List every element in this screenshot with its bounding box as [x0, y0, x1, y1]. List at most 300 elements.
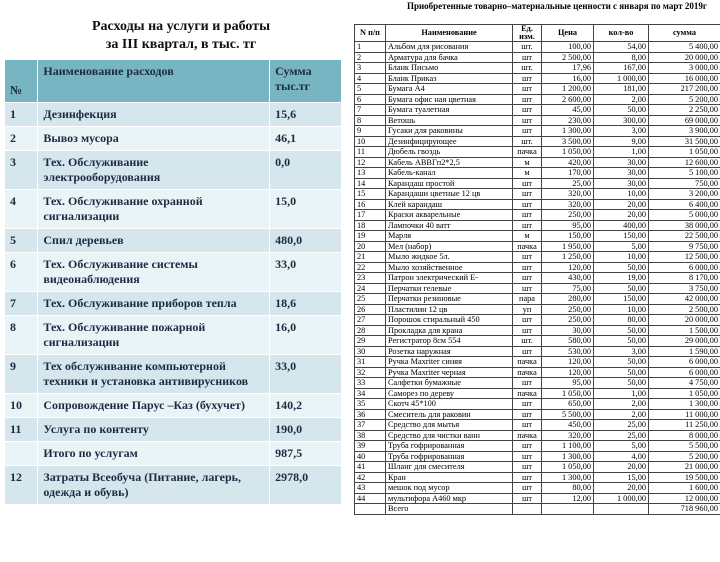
- services-row: [5, 394, 342, 418]
- goods-row-sum: 1 500,00: [649, 325, 720, 336]
- goods-row-name: Бумага А4: [386, 84, 513, 95]
- goods-row: [355, 367, 720, 378]
- goods-row: [355, 441, 720, 452]
- goods-row-unit: шт: [513, 346, 542, 357]
- goods-row-price: 230,00: [542, 115, 594, 126]
- goods-row-name: Шланг для смесителя: [386, 462, 513, 473]
- services-row: [5, 127, 342, 151]
- goods-row-name: Кран: [386, 472, 513, 483]
- goods-row-sum: 5 100,00: [649, 168, 720, 179]
- goods-row-price: 1 100,00: [542, 441, 594, 452]
- goods-row-sum: 12 500,00: [649, 252, 720, 263]
- goods-row: [355, 241, 720, 252]
- goods-row-unit: шт.: [513, 336, 542, 347]
- goods-row-name: Ручка Maxriter черная: [386, 367, 513, 378]
- goods-row-num: 32: [355, 367, 386, 378]
- goods-row-name: Дезинфицирующее: [386, 136, 513, 147]
- goods-row-num: 7: [355, 105, 386, 116]
- goods-row-price: 120,00: [542, 262, 594, 273]
- goods-row-price: 250,00: [542, 210, 594, 221]
- goods-row-name: Мел (набор): [386, 241, 513, 252]
- goods-row-qty: 20,00: [594, 199, 649, 210]
- services-row-sum: 33,0: [270, 253, 342, 292]
- goods-row-unit: шт: [513, 420, 542, 431]
- services-row-num: 10: [5, 394, 38, 418]
- goods-row-num: 2: [355, 52, 386, 63]
- goods-row: [355, 315, 720, 326]
- goods-row: [355, 73, 720, 84]
- goods-row: [355, 94, 720, 105]
- services-title-line2: за III квартал, в тыс. тг: [105, 37, 257, 52]
- goods-row: [355, 178, 720, 189]
- goods-row-sum: 9 750,00: [649, 241, 720, 252]
- goods-row-price: 320,00: [542, 199, 594, 210]
- services-row-sum: 190,0: [270, 418, 342, 442]
- goods-row-qty: 5,00: [594, 241, 649, 252]
- services-header-row: [5, 60, 342, 103]
- goods-row-sum: 20 000,00: [649, 52, 720, 63]
- services-title: [30, 18, 332, 54]
- goods-row-name: Карандаш простой: [386, 178, 513, 189]
- goods-row-qty: 167,00: [594, 63, 649, 74]
- services-row-name: Тех. Обслуживание приборов тепла: [38, 292, 270, 316]
- goods-row-unit: шт: [513, 378, 542, 389]
- goods-row-price: 280,00: [542, 294, 594, 305]
- goods-row-price: 12,00: [542, 493, 594, 504]
- goods-row-num: 22: [355, 262, 386, 273]
- goods-row-unit: шт: [513, 472, 542, 483]
- goods-row-sum: 19 500,00: [649, 472, 720, 483]
- goods-row-qty: 1,00: [594, 388, 649, 399]
- goods-row-unit: пачка: [513, 147, 542, 158]
- goods-row: [355, 199, 720, 210]
- goods-row-sum: 38 000,00: [649, 220, 720, 231]
- goods-row-sum: 11 000,00: [649, 409, 720, 420]
- goods-row-unit: шт: [513, 94, 542, 105]
- goods-row: [355, 147, 720, 158]
- goods-row-unit: шт.: [513, 42, 542, 53]
- services-row-sum: 480,0: [270, 229, 342, 253]
- goods-row-price: 530,00: [542, 346, 594, 357]
- goods-row-price: 1 300,00: [542, 472, 594, 483]
- goods-row: [355, 84, 720, 95]
- goods-row: [355, 115, 720, 126]
- goods-row-sum: 42 000,00: [649, 294, 720, 305]
- goods-row-name: Бланк Приказ: [386, 73, 513, 84]
- services-row-num: 9: [5, 355, 38, 394]
- services-row-sum: 0,0: [270, 151, 342, 190]
- goods-row-unit: шт: [513, 105, 542, 116]
- goods-row-sum: 16 000,00: [649, 73, 720, 84]
- goods-row-name: Гусаки для раковины: [386, 126, 513, 137]
- goods-row-num: 14: [355, 178, 386, 189]
- goods-row-name: Труба гофрированная: [386, 441, 513, 452]
- services-row-sum: 46,1: [270, 127, 342, 151]
- goods-row-num: 9: [355, 126, 386, 137]
- goods-row-qty: 50,00: [594, 357, 649, 368]
- goods-row-name: Порошок стиральный 450: [386, 315, 513, 326]
- goods-row-sum: 1 050,00: [649, 388, 720, 399]
- goods-row-unit: шт: [513, 84, 542, 95]
- goods-row-unit: пара: [513, 294, 542, 305]
- goods-row-unit: шт: [513, 220, 542, 231]
- goods-row-price: 1 050,00: [542, 388, 594, 399]
- goods-row-price: 320,00: [542, 430, 594, 441]
- goods-row-name: Краски акварельные: [386, 210, 513, 221]
- goods-header-unit: Ед. изм.: [513, 25, 542, 42]
- goods-row-name: Розетка наружная: [386, 346, 513, 357]
- goods-row-sum: 1 300,00: [649, 399, 720, 410]
- goods-row-name: Ветошь: [386, 115, 513, 126]
- goods-row-name: Арматура для бачка: [386, 52, 513, 63]
- goods-row-unit: м: [513, 168, 542, 179]
- goods-row-name: Перчатки гелевые: [386, 283, 513, 294]
- goods-row-sum: 12 000,00: [649, 493, 720, 504]
- goods-row-name: Альбом для рисования: [386, 42, 513, 53]
- goods-row: [355, 105, 720, 116]
- goods-row-num: 37: [355, 420, 386, 431]
- goods-row-qty: 25,00: [594, 420, 649, 431]
- goods-row-price: 75,00: [542, 283, 594, 294]
- goods-row-name: Патрон электрический Е-: [386, 273, 513, 284]
- goods-row-qty: 1 000,00: [594, 73, 649, 84]
- goods-row: [355, 430, 720, 441]
- goods-row-price: 420,00: [542, 157, 594, 168]
- goods-row-unit: шт: [513, 315, 542, 326]
- goods-table: [354, 24, 720, 515]
- goods-row-name: Бумага туалетная: [386, 105, 513, 116]
- goods-row-num: 25: [355, 294, 386, 305]
- goods-row-unit: уп: [513, 304, 542, 315]
- goods-row-unit: шт: [513, 210, 542, 221]
- goods-row: [355, 189, 720, 200]
- goods-row-num: 41: [355, 462, 386, 473]
- goods-row-unit: шт: [513, 52, 542, 63]
- goods-row-qty: 50,00: [594, 283, 649, 294]
- goods-row: [355, 283, 720, 294]
- services-row-num: 3: [5, 151, 38, 190]
- goods-row-name: Кабель АВВГп2*2,5: [386, 157, 513, 168]
- goods-row-num: 35: [355, 399, 386, 410]
- goods-row-num: 36: [355, 409, 386, 420]
- goods-row-qty: 20,00: [594, 483, 649, 494]
- services-title-line1: Расходы на услуги и работы: [91, 19, 271, 34]
- services-row-sum: 15,0: [270, 190, 342, 229]
- goods-row-name: Клей карандаш: [386, 199, 513, 210]
- goods-row-num: 13: [355, 168, 386, 179]
- goods-row-num: 38: [355, 430, 386, 441]
- goods-row-unit: шт: [513, 273, 542, 284]
- goods-row-sum: 5 400,00: [649, 42, 720, 53]
- services-row-name: Тех обслуживание компьютерной техники и установка антивирусников: [38, 355, 270, 394]
- goods-row-price: 150,00: [542, 231, 594, 242]
- goods-header-num: N п/п: [355, 25, 386, 42]
- goods-row-unit: шт: [513, 441, 542, 452]
- goods-row-price: 650,00: [542, 399, 594, 410]
- goods-row-qty: 1,00: [594, 147, 649, 158]
- goods-row: [355, 294, 720, 305]
- goods-row-name: Бумага офис ная цветная: [386, 94, 513, 105]
- goods-row: [355, 231, 720, 242]
- goods-row-name: Труба гофрированная: [386, 451, 513, 462]
- goods-header-name: Наименование: [386, 25, 513, 42]
- services-row-num: [5, 442, 38, 466]
- services-row-name: Тех. Обслуживание системы видеонаблюдения: [38, 253, 270, 292]
- goods-row-name: Средство для мытья: [386, 420, 513, 431]
- services-row-name: Сопровождение Парус –Каз (бухучет): [38, 394, 270, 418]
- goods-row-name: Прокладка для крана: [386, 325, 513, 336]
- goods-row-num: 11: [355, 147, 386, 158]
- goods-row-sum: 1 600,00: [649, 483, 720, 494]
- goods-row-qty: 15,00: [594, 472, 649, 483]
- goods-row-qty: 3,00: [594, 346, 649, 357]
- goods-row-price: 25,00: [542, 178, 594, 189]
- goods-row: [355, 409, 720, 420]
- goods-row-sum: 3 200,00: [649, 189, 720, 200]
- goods-row: [355, 42, 720, 53]
- goods-row-num: 5: [355, 84, 386, 95]
- goods-row-num: 26: [355, 304, 386, 315]
- goods-row-price: 1 950,00: [542, 241, 594, 252]
- goods-row-qty: 50,00: [594, 325, 649, 336]
- services-row: [5, 103, 342, 127]
- goods-row-name: Регистратор 8см 554: [386, 336, 513, 347]
- goods-row-price: 3 500,00: [542, 136, 594, 147]
- goods-row-qty: 19,00: [594, 273, 649, 284]
- goods-row-qty: 20,00: [594, 210, 649, 221]
- goods-row-unit: шт: [513, 252, 542, 263]
- goods-row: [355, 420, 720, 431]
- goods-row-price: 120,00: [542, 367, 594, 378]
- goods-row-unit: шт.: [513, 136, 542, 147]
- services-row-num: 7: [5, 292, 38, 316]
- services-row: [5, 190, 342, 229]
- services-row-num: 1: [5, 103, 38, 127]
- goods-row-sum: 29 000,00: [649, 336, 720, 347]
- goods-row-name: Карандаши цветные 12 цв: [386, 189, 513, 200]
- goods-row-unit: шт: [513, 178, 542, 189]
- goods-total-empty-cell: [594, 504, 649, 515]
- services-row: [5, 229, 342, 253]
- services-row: [5, 316, 342, 355]
- goods-row-num: 23: [355, 273, 386, 284]
- services-row-name: Спил деревьев: [38, 229, 270, 253]
- goods-row-price: 30,00: [542, 325, 594, 336]
- goods-row-price: 2 600,00: [542, 94, 594, 105]
- goods-row-unit: шт: [513, 483, 542, 494]
- goods-row-num: 43: [355, 483, 386, 494]
- services-row-name: Затраты Всеобуча (Питание, лагерь, одежда и обувь): [38, 466, 270, 505]
- goods-row-price: 95,00: [542, 378, 594, 389]
- goods-row-sum: 11 250,00: [649, 420, 720, 431]
- goods-row-qty: 150,00: [594, 294, 649, 305]
- goods-row-sum: 5 000,00: [649, 210, 720, 221]
- goods-row: [355, 336, 720, 347]
- goods-row-price: 250,00: [542, 315, 594, 326]
- goods-row: [355, 399, 720, 410]
- goods-total-empty-cell: [513, 504, 542, 515]
- goods-row: [355, 273, 720, 284]
- goods-row-qty: 54,00: [594, 42, 649, 53]
- goods-row-num: 18: [355, 220, 386, 231]
- goods-row-qty: 2,00: [594, 94, 649, 105]
- goods-row: [355, 52, 720, 63]
- goods-row-price: 1 050,00: [542, 462, 594, 473]
- goods-row-unit: шт: [513, 126, 542, 137]
- goods-row-unit: пачка: [513, 367, 542, 378]
- goods-row-qty: 2,00: [594, 399, 649, 410]
- goods-row-sum: 21 000,00: [649, 462, 720, 473]
- goods-total-empty-cell: [355, 504, 386, 515]
- goods-row-name: Мыло жидкое 5л.: [386, 252, 513, 263]
- goods-row-sum: 22 500,00: [649, 231, 720, 242]
- services-header-name: Наименование расходов: [38, 60, 270, 103]
- goods-row-sum: 3 000,00: [649, 63, 720, 74]
- goods-row-name: Средство для чистки ванн: [386, 430, 513, 441]
- services-row: [5, 418, 342, 442]
- goods-row: [355, 252, 720, 263]
- goods-row-qty: 150,00: [594, 231, 649, 242]
- goods-row-sum: 6 000,00: [649, 357, 720, 368]
- goods-row-num: 17: [355, 210, 386, 221]
- goods-row-unit: шт: [513, 189, 542, 200]
- goods-row: [355, 378, 720, 389]
- services-table: [5, 60, 342, 505]
- goods-row-name: Ручка Maxriter синяя: [386, 357, 513, 368]
- goods-row-qty: 5,00: [594, 441, 649, 452]
- goods-row-qty: 30,00: [594, 178, 649, 189]
- goods-total-label: Всего: [386, 504, 513, 515]
- goods-row-price: 16,00: [542, 73, 594, 84]
- goods-row-num: 19: [355, 231, 386, 242]
- services-row-num: 12: [5, 466, 38, 505]
- goods-row: [355, 168, 720, 179]
- goods-row-sum: 217 200,00: [649, 84, 720, 95]
- services-row-name: Тех. Обслуживание пожарной сигнализации: [38, 316, 270, 355]
- goods-row-sum: 2 250,00: [649, 105, 720, 116]
- goods-row-name: Бланк Письмо: [386, 63, 513, 74]
- goods-row-name: Мыло хозяйственное: [386, 262, 513, 273]
- goods-row-name: мультифора А460 мкр: [386, 493, 513, 504]
- services-row-name: Дезинфекция: [38, 103, 270, 127]
- goods-row-num: 21: [355, 252, 386, 263]
- services-row-num: 4: [5, 190, 38, 229]
- goods-row-unit: шт: [513, 325, 542, 336]
- services-row-sum: 987,5: [270, 442, 342, 466]
- goods-row-sum: 4 750,00: [649, 378, 720, 389]
- services-row: [5, 442, 342, 466]
- goods-row-num: 31: [355, 357, 386, 368]
- goods-row-sum: 31 500,00: [649, 136, 720, 147]
- goods-row-sum: 6 000,00: [649, 262, 720, 273]
- goods-row-num: 27: [355, 315, 386, 326]
- goods-row-unit: шт: [513, 462, 542, 473]
- goods-row: [355, 136, 720, 147]
- services-row-name: Тех. Обслуживание электрооборудования: [38, 151, 270, 190]
- goods-row-qty: 50,00: [594, 105, 649, 116]
- goods-row-num: 30: [355, 346, 386, 357]
- goods-row-sum: 20 000,00: [649, 315, 720, 326]
- goods-row-name: Лампочки 40 ватт: [386, 220, 513, 231]
- goods-row-sum: 5 500,00: [649, 441, 720, 452]
- goods-row: [355, 472, 720, 483]
- goods-row-num: 10: [355, 136, 386, 147]
- goods-row: [355, 210, 720, 221]
- goods-row-unit: шт: [513, 283, 542, 294]
- goods-row-name: Скотч 45*100: [386, 399, 513, 410]
- goods-row-qty: 4,00: [594, 451, 649, 462]
- goods-row-name: Пластилин 12 цв: [386, 304, 513, 315]
- goods-row: [355, 262, 720, 273]
- services-row-sum: 15,6: [270, 103, 342, 127]
- goods-row-qty: 300,00: [594, 115, 649, 126]
- goods-row-sum: 750,00: [649, 178, 720, 189]
- goods-row-sum: 1 590,00: [649, 346, 720, 357]
- goods-row-sum: 2 500,00: [649, 304, 720, 315]
- goods-row-unit: шт: [513, 73, 542, 84]
- goods-row-unit: пачка: [513, 388, 542, 399]
- goods-row-unit: шт: [513, 262, 542, 273]
- goods-row: [355, 126, 720, 137]
- goods-row-price: 250,00: [542, 304, 594, 315]
- goods-row: [355, 157, 720, 168]
- goods-row-unit: шт: [513, 115, 542, 126]
- goods-row-price: 5 500,00: [542, 409, 594, 420]
- goods-row-unit: шт.: [513, 63, 542, 74]
- goods-row-name: Салфетки бумажные: [386, 378, 513, 389]
- goods-row-qty: 30,00: [594, 168, 649, 179]
- services-row-sum: 16,0: [270, 316, 342, 355]
- goods-row-num: 33: [355, 378, 386, 389]
- goods-row-price: 100,00: [542, 42, 594, 53]
- goods-row-sum: 6 400,00: [649, 199, 720, 210]
- services-header-num: №: [5, 60, 38, 103]
- goods-row-qty: 50,00: [594, 378, 649, 389]
- goods-row-num: 4: [355, 73, 386, 84]
- goods-row: [355, 63, 720, 74]
- goods-row-price: 1 200,00: [542, 84, 594, 95]
- goods-row-qty: 20,00: [594, 462, 649, 473]
- goods-row-unit: шт: [513, 493, 542, 504]
- goods-row-price: 2 500,00: [542, 52, 594, 63]
- goods-row-qty: 50,00: [594, 367, 649, 378]
- goods-total-row: [355, 504, 720, 515]
- goods-row-qty: 10,00: [594, 189, 649, 200]
- goods-row-sum: 8 000,00: [649, 430, 720, 441]
- goods-row-qty: 8,00: [594, 52, 649, 63]
- goods-row-name: Перчатки резиновые: [386, 294, 513, 305]
- goods-row: [355, 357, 720, 368]
- goods-row-num: 24: [355, 283, 386, 294]
- services-row-sum: 2978,0: [270, 466, 342, 505]
- goods-row-price: 1 250,00: [542, 252, 594, 263]
- goods-row: [355, 325, 720, 336]
- goods-row-price: 430,00: [542, 273, 594, 284]
- goods-row-num: 16: [355, 199, 386, 210]
- goods-row-num: 42: [355, 472, 386, 483]
- goods-header-qty: кол-во: [594, 25, 649, 42]
- goods-row-qty: 181,00: [594, 84, 649, 95]
- goods-row-qty: 80,00: [594, 315, 649, 326]
- goods-row-sum: 5 200,00: [649, 451, 720, 462]
- services-row-sum: 33,0: [270, 355, 342, 394]
- services-header-sum: Сумма тыс.тг: [270, 60, 342, 103]
- goods-row-num: 44: [355, 493, 386, 504]
- services-row-sum: 18,6: [270, 292, 342, 316]
- goods-row-num: 20: [355, 241, 386, 252]
- goods-row-qty: 2,00: [594, 409, 649, 420]
- services-row-sum: 140,2: [270, 394, 342, 418]
